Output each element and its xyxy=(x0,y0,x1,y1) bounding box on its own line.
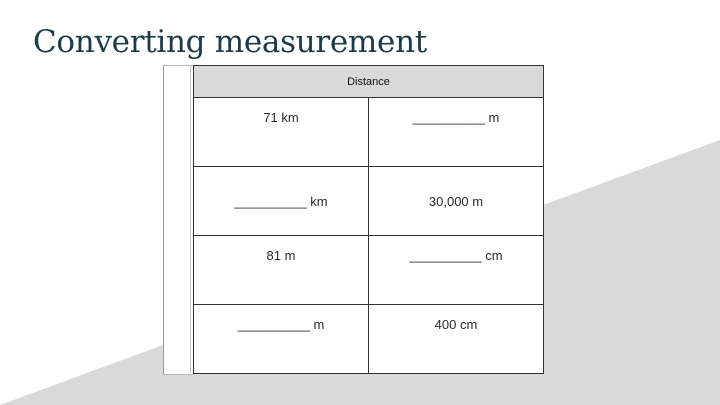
table-cell xyxy=(194,305,369,374)
table-cell xyxy=(369,305,544,374)
table-cell xyxy=(369,98,544,167)
table-cell xyxy=(369,167,544,236)
table-cell xyxy=(369,236,544,305)
table-cell xyxy=(194,236,369,305)
table-row xyxy=(194,305,544,374)
cell-text: __________ m xyxy=(237,316,325,332)
conversion-table xyxy=(193,65,544,374)
table-row xyxy=(194,98,544,167)
cell-text: __________ cm xyxy=(409,247,503,263)
table-cell xyxy=(194,167,369,236)
cell-text: 400 cm xyxy=(434,316,478,332)
table-row xyxy=(194,236,544,305)
table-row xyxy=(194,167,544,236)
cell-text: __________ km xyxy=(234,193,328,209)
table-side-divider xyxy=(190,65,191,373)
cell-text: 81 m xyxy=(266,247,296,263)
cell-text: 30,000 m xyxy=(428,193,484,209)
cell-text: __________ m xyxy=(412,109,500,125)
page-title: Converting measurement xyxy=(33,24,427,60)
table-header-distance: Distance xyxy=(194,66,544,98)
table-cell xyxy=(194,98,369,167)
cell-text: 71 km xyxy=(263,109,299,125)
